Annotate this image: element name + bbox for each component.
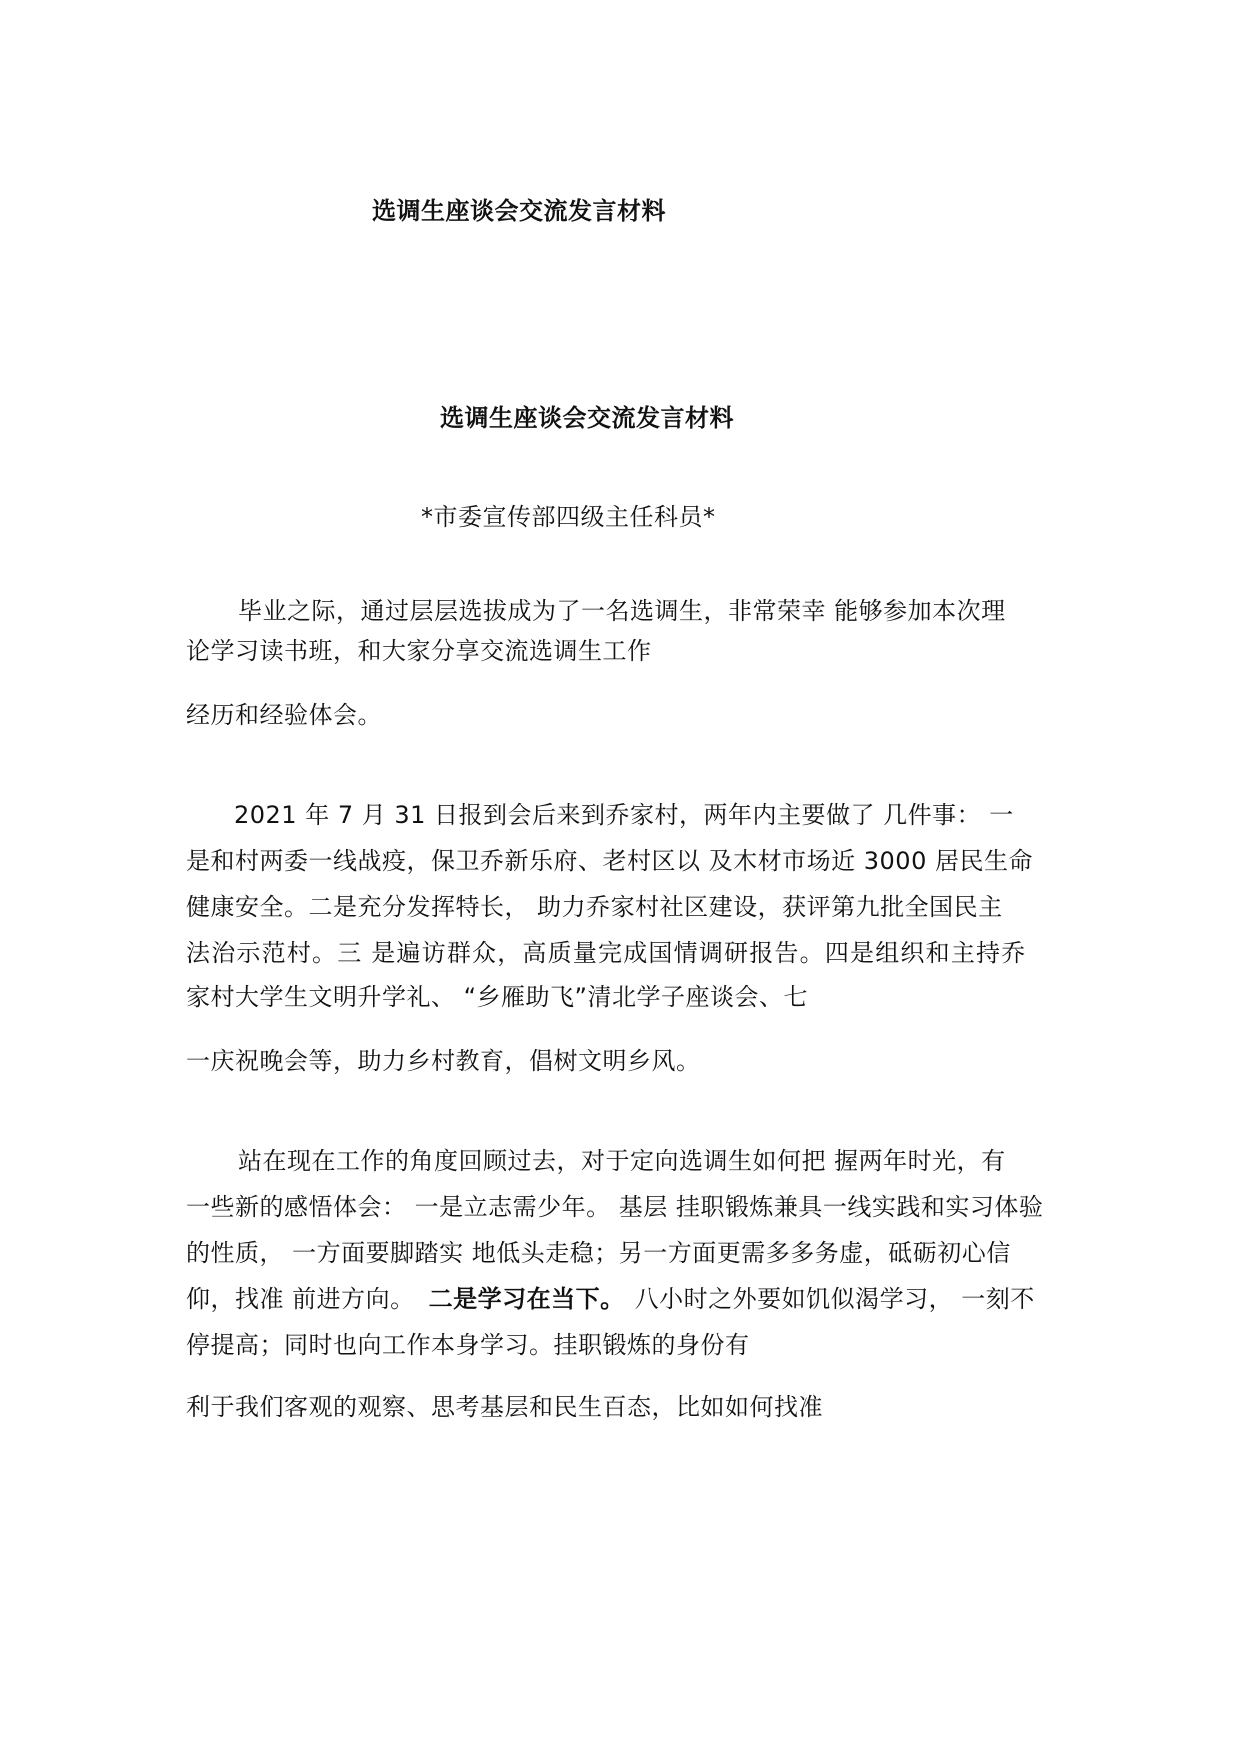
paragraph-3-bold-heading: 二是学习在当下。 bbox=[428, 1285, 625, 1313]
document-title: 选调生座谈会交流发言材料 bbox=[440, 404, 734, 432]
paragraph-2-line-6: 一庆祝晚会等，助力乡村教育，倡树文明乡风。 bbox=[186, 1047, 701, 1075]
paragraph-3-line-2: 一些新的感悟体会： 一是立志需少年。 基层 挂职锻炼兼具一线实践和实习体验 bbox=[186, 1193, 1044, 1221]
paragraph-3-line-6: 利于我们客观的观察、思考基层和民生百态，比如如何找准 bbox=[186, 1393, 823, 1421]
paragraph-3-line-3: 的性质， 一方面要脚踏实 地低头走稳；另一方面更需多多务虚，砥砺初心信 bbox=[186, 1239, 1011, 1267]
paragraph-2-line-1: 2021 年 7 月 31 日报到会后来到乔家村，两年内主要做了 几件事： 一 bbox=[234, 801, 1014, 829]
paragraph-3-line-1: 站在现在工作的角度回顾过去，对于定向选调生如何把 握两年时光，有 bbox=[238, 1147, 1006, 1175]
paragraph-3-line-4 bbox=[186, 1284, 1035, 1314]
paragraph-3-line-4-tail: 八小时之外要如饥似渴学习， 一刻不 bbox=[634, 1285, 1035, 1313]
paragraph-3-line-4-text: 仰，找准 前进方向。 bbox=[186, 1285, 415, 1313]
paragraph-3-line-5: 停提高；同时也向工作本身学习。挂职锻炼的身份有 bbox=[186, 1331, 750, 1359]
paragraph-2-line-5: 家村大学生文明升学礼、 “乡雁助飞”清北学子座谈会、七 bbox=[186, 983, 808, 1011]
paragraph-1-line-2: 论学习读书班，和大家分享交流选调生工作 bbox=[186, 637, 652, 665]
paragraph-2-line-3: 健康安全。二是充分发挥特长， 助力乔家村社区建设，获评第九批全国民主 bbox=[186, 893, 1003, 921]
document-author: *市委宣传部四级主任科员* bbox=[421, 503, 716, 531]
paragraph-1-line-1: 毕业之际，通过层层选拔成为了一名选调生，非常荣幸 能够参加本次理 bbox=[238, 597, 1006, 625]
paragraph-1-line-3: 经历和经验体会。 bbox=[186, 701, 382, 729]
header-title: 选调生座谈会交流发言材料 bbox=[372, 197, 666, 225]
paragraph-2-line-2: 是和村两委一线战疫，保卫乔新乐府、老村区以 及木材市场近 3000 居民生命 bbox=[186, 847, 1033, 875]
paragraph-2-line-4: 法治示范村。三 是遍访群众，高质量完成国情调研报告。四是组织和主持乔 bbox=[186, 939, 1027, 967]
